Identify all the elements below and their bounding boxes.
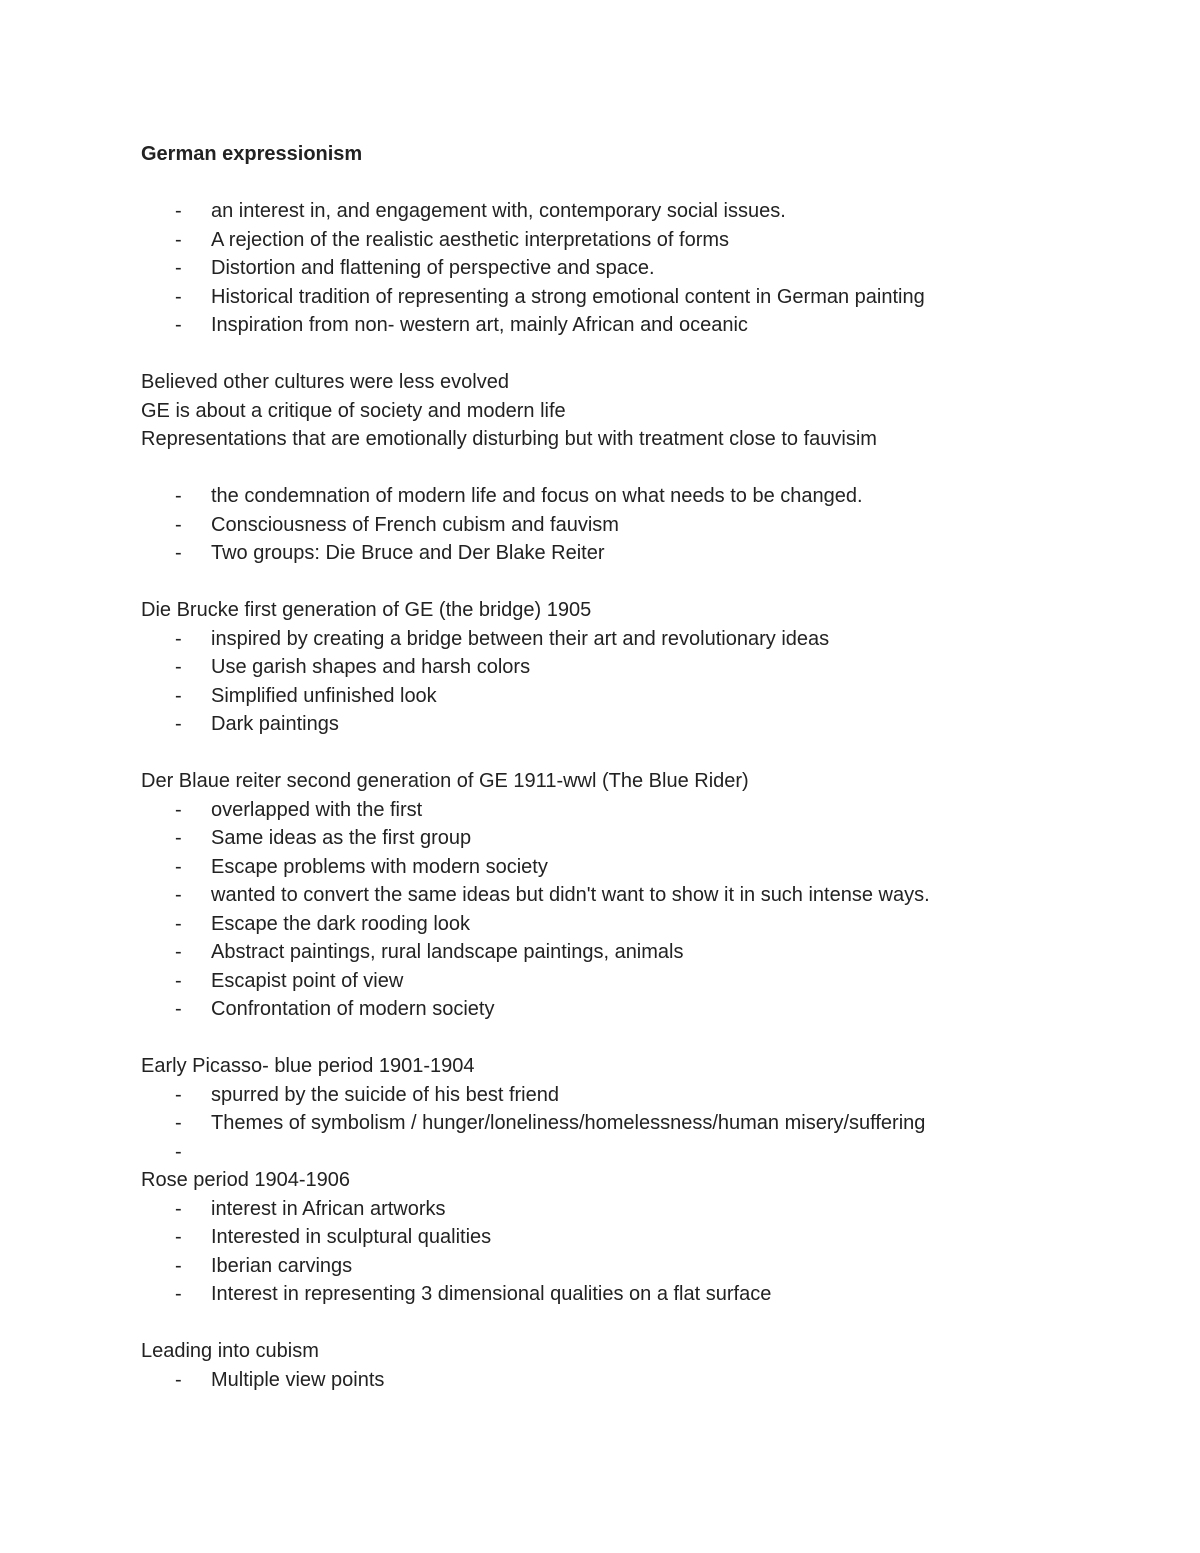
- dash-bullet-icon: -: [175, 912, 182, 935]
- dash-bullet-icon: -: [175, 855, 182, 878]
- list-item-text: Same ideas as the first group: [211, 827, 472, 849]
- list-item: [141, 1280, 1101, 1309]
- dash-bullet-icon: -: [175, 798, 182, 821]
- paragraph-line: Die Brucke first generation of GE (the bridge) 1905: [141, 599, 592, 621]
- dash-bullet-icon: -: [175, 1226, 182, 1248]
- list-item-text: Distortion and flattening of perspective and space.: [211, 257, 655, 279]
- list-item: [141, 1252, 1101, 1281]
- list-item: [141, 254, 1101, 283]
- dash-bullet-icon: -: [175, 627, 182, 650]
- list-item: [141, 796, 1101, 825]
- dash-bullet-icon: -: [175, 656, 182, 678]
- dash-bullet-icon: -: [175, 1140, 182, 1163]
- paragraph-line: GE is about a critique of society and modern life: [141, 399, 566, 422]
- list-item-text: Consciousness of French cubism and fauvism: [211, 513, 619, 536]
- list-item-text: Iberian carvings: [211, 1254, 353, 1277]
- dash-bullet-icon: -: [175, 257, 182, 279]
- list-item-text: Interest in representing 3 dimensional qualities on a flat surface: [211, 1283, 772, 1305]
- paragraph-line: Early Picasso- blue period 1901-1904: [141, 1055, 475, 1077]
- list-item: [141, 1138, 1101, 1167]
- dash-bullet-icon: -: [175, 1283, 182, 1305]
- list-item-text: Simplified unfinished look: [211, 684, 437, 707]
- paragraph-line: Believed other cultures were less evolved: [141, 371, 509, 393]
- dash-bullet-icon: -: [175, 200, 182, 222]
- list-item: [141, 283, 1101, 312]
- list-item: [141, 1109, 1101, 1138]
- blank-line: [141, 1024, 1101, 1053]
- list-item-text: Abstract paintings, rural landscape paintings, animals: [211, 941, 684, 963]
- blank-line: [141, 739, 1101, 768]
- list-item-text: the condemnation of modern life and focus on what needs to be changed.: [211, 485, 863, 507]
- list-item-text: Use garish shapes and harsh colors: [211, 656, 531, 678]
- dash-bullet-icon: -: [175, 684, 182, 707]
- list-item: [141, 938, 1101, 967]
- list-item: [141, 482, 1101, 511]
- list-item-text: Dark paintings: [211, 713, 339, 735]
- list-item-text: Escape problems with modern society: [211, 855, 548, 878]
- list-item: [141, 226, 1101, 255]
- dash-bullet-icon: -: [175, 969, 182, 992]
- paragraph-line: Der Blaue reiter second generation of GE 1911-wwl (The Blue Rider): [141, 770, 749, 792]
- dash-bullet-icon: -: [175, 314, 182, 336]
- list-item-text: Historical tradition of representing a strong emotional content in German painting: [211, 285, 925, 308]
- list-item: [141, 653, 1101, 682]
- list-item-text: Two groups: Die Bruce and Der Blake Reiter: [211, 542, 605, 564]
- list-item-text: Confrontation of modern society: [211, 998, 495, 1020]
- dash-bullet-icon: -: [175, 1083, 182, 1106]
- list-item-text: Inspiration from non- western art, mainly African and oceanic: [211, 314, 748, 336]
- list-item: [141, 197, 1101, 226]
- list-item-text: Themes of symbolism / hunger/loneliness/homelessness/human misery/suffering: [211, 1112, 926, 1134]
- list-item-text: inspired by creating a bridge between their art and revolutionary ideas: [211, 627, 830, 650]
- dash-bullet-icon: -: [175, 941, 182, 963]
- list-item: [141, 910, 1101, 939]
- paragraph-line: Leading into cubism: [141, 1340, 319, 1362]
- dash-bullet-icon: -: [175, 285, 182, 308]
- dash-bullet-icon: -: [175, 998, 182, 1020]
- blank-line: [141, 454, 1101, 483]
- list-item: [141, 853, 1101, 882]
- list-item-text: Escape the dark rooding look: [211, 912, 471, 935]
- list-item-text: Escapist point of view: [211, 969, 404, 992]
- list-item: [141, 995, 1101, 1024]
- list-item-text: wanted to convert the same ideas but didn't want to show it in such intense ways.: [211, 884, 930, 906]
- list-item: [141, 539, 1101, 568]
- blank-line: [141, 568, 1101, 597]
- list-item-text: Interested in sculptural qualities: [211, 1226, 492, 1248]
- list-item: [141, 511, 1101, 540]
- list-item: [141, 625, 1101, 654]
- document-title: German expressionism: [141, 143, 363, 165]
- blank-line: [141, 340, 1101, 369]
- document-body: [141, 169, 1101, 1395]
- dash-bullet-icon: -: [175, 1368, 182, 1391]
- list-item-text: A rejection of the realistic aesthetic interpretations of forms: [211, 228, 730, 251]
- blank-line: [141, 169, 1101, 198]
- dash-bullet-icon: -: [175, 1197, 182, 1220]
- paragraph-line: Rose period 1904-1906: [141, 1169, 351, 1191]
- list-item: [141, 881, 1101, 910]
- document-page: [141, 140, 1101, 1394]
- dash-bullet-icon: -: [175, 228, 182, 251]
- dash-bullet-icon: -: [175, 485, 182, 507]
- list-item-text: interest in African artworks: [211, 1197, 446, 1220]
- list-item-text: overlapped with the first: [211, 798, 423, 821]
- dash-bullet-icon: -: [175, 1254, 182, 1277]
- list-item-text: spurred by the suicide of his best friend: [211, 1083, 559, 1106]
- list-item: [141, 1223, 1101, 1252]
- paragraph-line: Representations that are emotionally disturbing but with treatment close to fauvisim: [141, 428, 877, 450]
- list-item-text: Multiple view points: [211, 1368, 385, 1391]
- dash-bullet-icon: -: [175, 513, 182, 536]
- dash-bullet-icon: -: [175, 1112, 182, 1134]
- list-item: [141, 1081, 1101, 1110]
- dash-bullet-icon: -: [175, 542, 182, 564]
- list-item: [141, 682, 1101, 711]
- dash-bullet-icon: -: [175, 884, 182, 906]
- list-item: [141, 710, 1101, 739]
- list-item: [141, 1366, 1101, 1395]
- list-item-text: an interest in, and engagement with, contemporary social issues.: [211, 200, 786, 222]
- list-item: [141, 967, 1101, 996]
- dash-bullet-icon: -: [175, 713, 182, 735]
- list-item: [141, 824, 1101, 853]
- dash-bullet-icon: -: [175, 827, 182, 849]
- list-item: [141, 1195, 1101, 1224]
- blank-line: [141, 1309, 1101, 1338]
- list-item: [141, 311, 1101, 340]
